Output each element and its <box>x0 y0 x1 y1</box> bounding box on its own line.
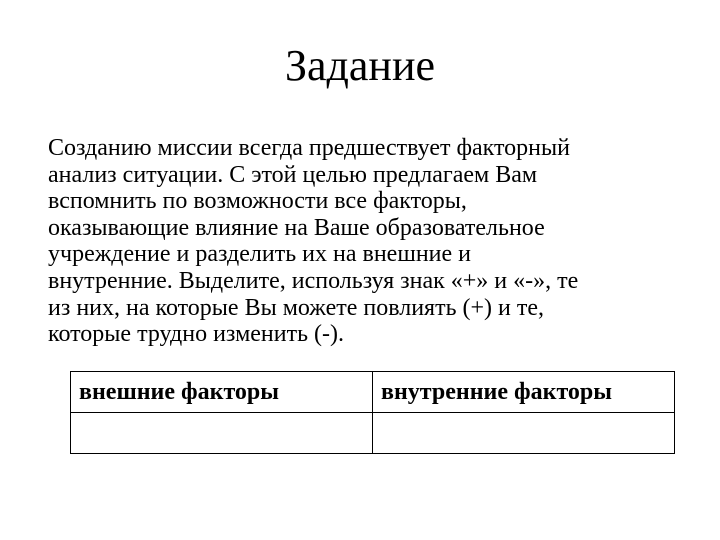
task-line: которые трудно изменить (-). <box>48 321 345 348</box>
task-line: оказывающие влияние на Ваше образовательное <box>48 214 545 241</box>
task-line: учреждение и разделить их на внешние и <box>48 241 471 268</box>
task-line: Созданию миссии всегда предшествует факторный <box>48 135 570 161</box>
task-line: из них, на которые Вы можете повлиять (+) и те, <box>48 294 545 321</box>
table-row <box>71 413 675 454</box>
factors-table <box>70 371 675 454</box>
slide-title: Задание <box>284 41 436 90</box>
task-line: анализ ситуации. С этой целью предлагаем Вам <box>48 161 538 188</box>
task-line: внутренние. Выделите, используя знак «+» и «-», те <box>48 267 579 294</box>
task-description <box>48 135 720 348</box>
external-factors-header: внешние факторы <box>71 372 373 413</box>
external-factors-cell <box>71 413 373 454</box>
table-header-row <box>71 372 675 413</box>
task-line: вспомнить по возможности все факторы, <box>48 188 467 215</box>
internal-factors-header: внутренние факторы <box>373 372 675 413</box>
internal-factors-cell <box>373 413 675 454</box>
